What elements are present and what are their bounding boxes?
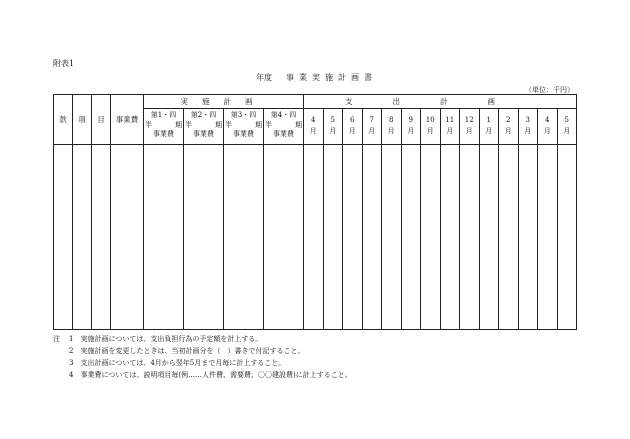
month-header: 5 月 (557, 109, 577, 145)
header-moku: 目 (92, 95, 111, 145)
month-header: 3 月 (518, 109, 538, 145)
month-header: 1 月 (479, 109, 499, 145)
plan-table (53, 94, 577, 330)
header-spend-group: 支出計画 (304, 95, 577, 109)
month-header: 4 月 (538, 109, 558, 145)
table-cell[interactable] (343, 145, 363, 330)
table-cell[interactable] (518, 145, 538, 330)
month-header: 8 月 (382, 109, 402, 145)
table-cell[interactable] (264, 145, 304, 330)
month-header: 10 月 (421, 109, 441, 145)
quarter-header: 第3・四 半 期 事業費 (224, 109, 264, 145)
quarter-header: 第2・四 半 期 事業費 (184, 109, 224, 145)
month-header: 7 月 (362, 109, 382, 145)
table-cell[interactable] (382, 145, 402, 330)
page-title (256, 72, 377, 83)
header-plan-group: 実施計画 (144, 95, 304, 109)
table-cell[interactable] (401, 145, 421, 330)
unit-label: （単位：千円） (525, 86, 574, 94)
table-cell[interactable] (421, 145, 441, 330)
table-cell[interactable] (184, 145, 224, 330)
title-year: 年度 (256, 73, 272, 82)
note-item: 4 事業費については、説明項目毎(例……人件費、需要費、〇〇建設費)に計上すること。 (69, 371, 352, 379)
note-item: 3 支出計画については、4月から翌年5月まで月毎に計上すること。 (69, 359, 286, 367)
table-cell[interactable] (362, 145, 382, 330)
table-cell[interactable] (460, 145, 480, 330)
table-cell[interactable] (323, 145, 343, 330)
table-cell[interactable] (224, 145, 264, 330)
month-header: 6 月 (343, 109, 363, 145)
month-header: 12 月 (460, 109, 480, 145)
quarter-header: 第1・四 半 期 事業費 (144, 109, 184, 145)
table-cell[interactable] (479, 145, 499, 330)
month-header: 5 月 (323, 109, 343, 145)
note-item: 2 実施計画を変更したときは、当初計画分を（ ）書きで付記すること。 (69, 347, 305, 355)
table-body-row (54, 145, 577, 330)
attachment-label: 附表1 (53, 59, 75, 68)
note-item: 1 実施計画については、支出負担行為の予定額を計上する。 (69, 335, 263, 343)
quarter-header: 第4・四 半 期 事業費 (264, 109, 304, 145)
title-main: 事業実施計画書 (286, 73, 377, 82)
table-cell[interactable] (73, 145, 92, 330)
table-cell[interactable] (144, 145, 184, 330)
table-cell[interactable] (538, 145, 558, 330)
table-cell[interactable] (557, 145, 577, 330)
table-cell[interactable] (92, 145, 111, 330)
notes-lead: 注 (53, 335, 60, 343)
month-header: 11 月 (440, 109, 460, 145)
month-header: 4 月 (304, 109, 324, 145)
table-cell[interactable] (54, 145, 73, 330)
header-jigyou: 事業費 (111, 95, 144, 145)
table-cell[interactable] (499, 145, 519, 330)
table-cell[interactable] (440, 145, 460, 330)
month-header: 9 月 (401, 109, 421, 145)
month-header: 2 月 (499, 109, 519, 145)
header-kan: 款 (54, 95, 73, 145)
table-cell[interactable] (304, 145, 324, 330)
header-kou: 項 (73, 95, 92, 145)
table-cell[interactable] (111, 145, 144, 330)
